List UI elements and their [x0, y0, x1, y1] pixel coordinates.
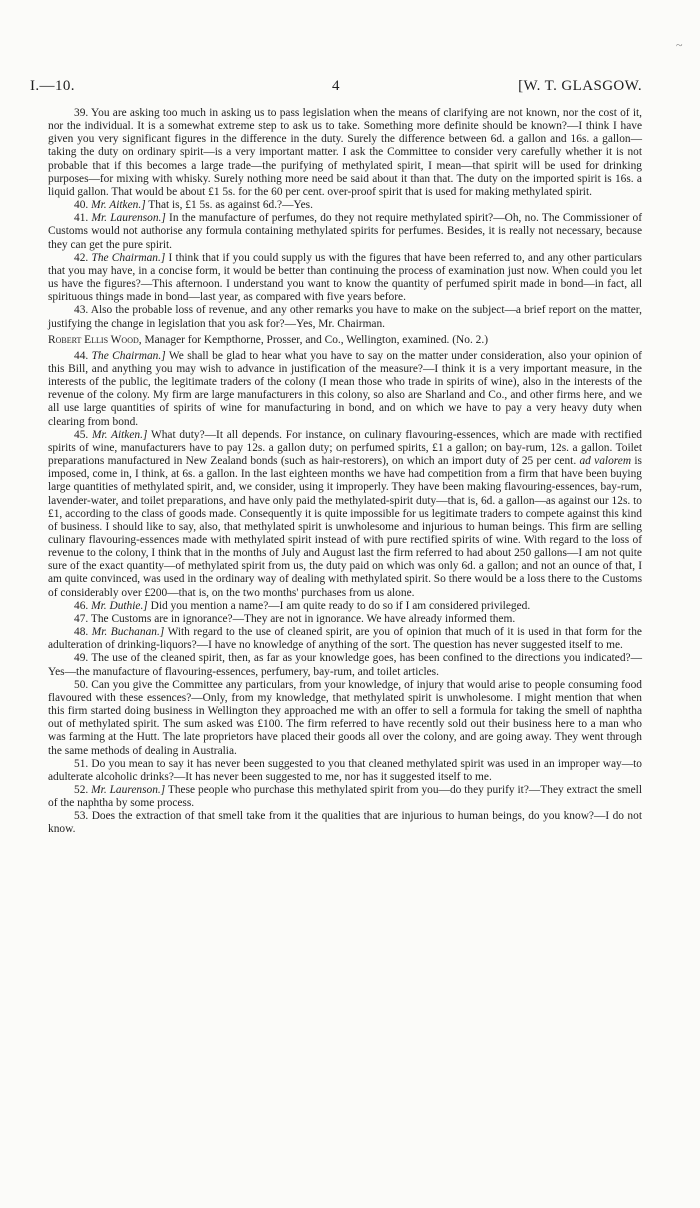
paragraph-47: 47. The Customs are in ignorance?—They are not in ignorance. We have already informed them. — [74, 612, 516, 625]
paragraph-50: 50. Can you give the Committee any particulars, from your knowledge, of injury that would arise to people consuming food flavoured with these essences?—Only, from my knowledge, that methylated spirit is unwholesome. I might mention that when this firm started doing business in Wellington they approached me with an offer to sell a formula for taking the smell of naphtha out of methylated spirit. The sum asked was £100. The firm referred to have recently sold out their business here to a man who was farming at the Hutt. The late proprietors have placed their goods all over the colony, and are going away. They went through the same methods of dealing in Australia. — [48, 678, 642, 757]
page-number: 4 — [332, 78, 340, 94]
speaker: The Chairman.] — [91, 349, 166, 362]
speaker: Mr. Laurenson.] — [91, 783, 166, 796]
paragraph-44: 44. The Chairman.] We shall be glad to hear what you have to say on the matter under consideration, also your opinion of this Bill, and anything you may wish to advance in justification of the measure?—I think it is a very important measure, in the interests of the public, the legitimate traders of the colony (I mean those who trade in spirits of wine), also in the interests of the revenue of the colony. My firm are large manufacturers in this colony, so also are Sharland and Co., and other firms here, and we all use large quantities of spirits of wine for manufacturing in bond, and on which we have to pay a very heavy duty when clearing from bond. — [48, 349, 642, 428]
paragraph-53: 53. Does the extraction of that smell take from it the qualities that are injurious to human beings, do you know?—I do not know. — [48, 810, 642, 836]
document-body — [48, 107, 642, 837]
paper-reference: I.—10. — [30, 78, 75, 94]
paragraph-45: 45. Mr. Aitken.] What duty?—It all depends. For instance, on culinary flavouring-essences, which are made with rectified spirits of wine, manufacturers have to pay 12s. a gallon duty; on perfumed spirits, £1 a gallon; on bay-rum, 12s. a gallon. Toilet preparations manufactured in New Zealand bonds (such as hair-restorers), on which an import duty of 25 per cent. ad valorem is imposed, come in, I think, at 6s. a gallon. In the last eighteen months we have had competition from a firm that have been buying large quantities of methylated spirit, and, we consider, using it improperly. They have been making flavouring-essences, bay-rum, lavender-water, and toilet preparations, and have only paid the methylated-spirit duty—that is, 6d. a gallon—as against our 12s. to £1, according to the class of goods made. Consequently it is quite impossible for us legitimate traders to compete against this kind of business. I should like to say, also, that methylated spirit is unwholesome and injurious to human beings. This firm are selling culinary flavouring-essences made with methylated spirit instead of with pure rectified spirits of wine. With regard to the loss of revenue to the colony, I think that in the months of July and August last the firm referred to had about 250 gallons—I am not quite sure of the exact quantity—of methylated spirit from us, the duty paid on which was only 6d. a gallon; and not an ounce of that, I am quite convinced, was used in the ordinary way of dealing with methylated spirit. So there would be a loss there to the Customs of considerably over £200—that is, on the two months' purchases from us alone. — [48, 428, 642, 599]
speaker: Mr. Laurenson.] — [91, 212, 166, 225]
paragraph-43: 43. Also the probable loss of revenue, and any other remarks you have to make on the subject—a brief report on the matter, justifying the change in legislation that you ask for?—Yes, Mr. Chairman. — [48, 304, 642, 330]
paragraph-42: 42. The Chairman.] I think that if you could supply us with the figures that have been referred to, and any other particulars that you may have, in a concise form, it would be better than continuing the process of examination just now. When could you let us have the figures?—This afternoon. I understand you want to know the quantity of perfumed spirit made in bond—in fact, all spirituous things made in bond—last year, as compared with five years before. — [48, 251, 642, 304]
witness-name: Robert Ellis Wood — [48, 333, 139, 346]
witness-heading: Robert Ellis Wood, Manager for Kempthorne, Prosser, and Co., Wellington, examined. (No. 2.) — [48, 333, 488, 346]
speaker: The Chairman.] — [91, 251, 166, 264]
paragraph-39: 39. You are asking too much in asking us to pass legislation when the means of clarifying are not known, nor the cost of it, nor the individual. It is a somewhat extreme step to ask us to take. Something more definite should be known?—I think I have given you very significant figures in the difference in the duty. Surely the difference between 6d. a gallon and 16s. a gallon—taking the duty on ordinary spirit—is a very important matter. I ask the Committee to consider very carefully whether it is not probable that if this becomes a large trade—the purifying of methylated spirit, I mean—that spirit will be used for drinking purposes—for mixing with whisky. Surely nothing more need be said about it than that. The duty on the imported spirit is 16s. a liquid gallon. That would be about £1 5s. for the 60 per cent. over-proof spirit that is used for making methylated spirit. — [48, 107, 642, 198]
paragraph-51: 51. Do you mean to say it has never been suggested to you that cleaned methylated spirit was used in an improper way—to adulterate alcoholic drinks?—It has never been suggested to me, nor has it suggested itself to me. — [48, 757, 642, 783]
speaker: Mr. Duthie.] — [91, 599, 148, 612]
speaker: Mr. Buchanan.] — [91, 626, 165, 639]
speaker: Mr. Aitken.] — [91, 199, 146, 212]
scan-mark: ~ — [676, 38, 683, 52]
paragraph-52: 52. Mr. Laurenson.] These people who purchase this methylated spirit from you—do they purify it?—They extract the smell of the naphtha by some process. — [48, 783, 642, 810]
paragraph-48: 48. Mr. Buchanan.] With regard to the use of cleaned spirit, are you of opinion that much of it is used in that form for the adulteration of drinking-liquors?—I have no knowledge of anything of the sort. The question has never suggested itself to me. — [48, 626, 642, 652]
page-header — [30, 78, 642, 100]
speaker: Mr. Aitken.] — [91, 428, 148, 441]
witness-running-head: [W. T. GLASGOW. — [518, 78, 642, 94]
paragraph-46: 46. Mr. Duthie.] Did you mention a name?—I am quite ready to do so if I am considered privileged. — [74, 599, 531, 612]
paragraph-41: 41. Mr. Laurenson.] In the manufacture of perfumes, do they not require methylated spirit?—Oh, no. The Commissioner of Customs would not authorise any formula containing methylated spirits for perfumes. Besides, it is really not necessary, because they can get the pure spirit. — [48, 212, 642, 251]
paragraph-49: 49. The use of the cleaned spirit, then, as far as your knowledge goes, has been confined to the directions you indicated?—Yes—the manufacture of flavouring-essences, perfumery, bay-rum, and toilet articles. — [48, 652, 642, 678]
paragraph-40: 40. Mr. Aitken.] That is, £1 5s. as against 6d.?—Yes. — [74, 199, 313, 212]
